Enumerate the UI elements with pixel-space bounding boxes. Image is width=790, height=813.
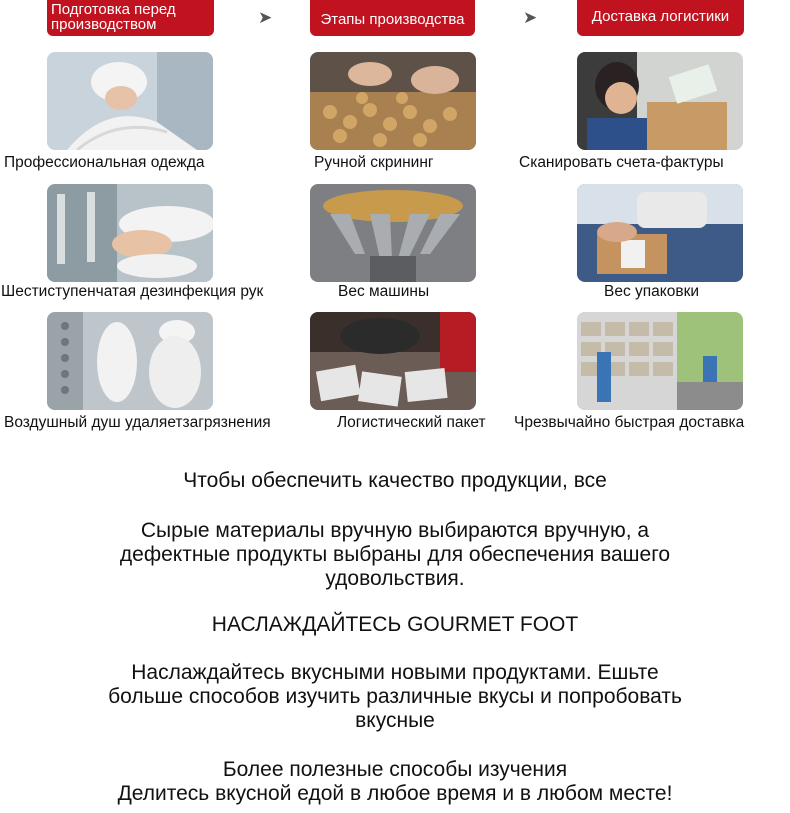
header-pre-production: Подготовка перед производством bbox=[47, 0, 214, 36]
photo-air-shower bbox=[47, 312, 213, 410]
header-production-stages: Этапы производства bbox=[310, 0, 475, 36]
caption-machine-weight: Вес машины bbox=[338, 283, 430, 300]
photo-manual-screening bbox=[310, 52, 476, 150]
caption-hand-disinfection: Шестиступенчатая дезинфекция рук bbox=[1, 283, 264, 300]
photo-package-weight bbox=[577, 184, 743, 282]
more-line-1: Более полезные способы изучения bbox=[222, 758, 568, 781]
caption-fast-delivery: Чрезвычайно быстрая доставка bbox=[514, 414, 745, 431]
enjoy-heading bbox=[0, 613, 790, 637]
photo-scan-invoices bbox=[577, 52, 743, 150]
arrow-right-icon: ➤ bbox=[523, 8, 538, 27]
enjoy-heading-text: НАСЛАЖДАЙТЕСЬ GOURMET FOOT bbox=[211, 613, 579, 636]
quality-text bbox=[0, 469, 790, 493]
raw-line-2: дефектные продукты выбраны для обеспечения вашего bbox=[119, 543, 671, 566]
enjoy-line-1: Наслаждайтесь вкусными новыми продуктами. Ешьте bbox=[131, 661, 659, 684]
enjoy-line-3: вкусные bbox=[355, 709, 435, 732]
raw-materials-paragraph bbox=[0, 519, 790, 591]
caption-professional-clothing: Профессиональная одежда bbox=[4, 154, 205, 171]
raw-line-3: удовольствия. bbox=[325, 567, 465, 590]
photo-hand-disinfection bbox=[47, 184, 213, 282]
photo-logistics-package bbox=[310, 312, 476, 410]
photo-professional-clothing bbox=[47, 52, 213, 150]
arrow-right-icon: ➤ bbox=[258, 8, 273, 27]
more-line-2: Делитесь вкусной едой в любое время и в любом месте! bbox=[117, 782, 673, 805]
enjoy-paragraph bbox=[0, 661, 790, 733]
quality-line: Чтобы обеспечить качество продукции, все bbox=[183, 469, 607, 492]
raw-line-1: Сырые материалы вручную выбираются вручную, а bbox=[140, 519, 650, 542]
caption-air-shower: Воздушный душ удаляетзагрязнения bbox=[4, 414, 271, 431]
photo-fast-delivery bbox=[577, 312, 743, 410]
caption-manual-screening: Ручной скрининг bbox=[314, 154, 434, 171]
share-paragraph bbox=[0, 758, 790, 806]
caption-package-weight: Вес упаковки bbox=[604, 283, 700, 300]
header-logistics-delivery: Доставка логистики bbox=[577, 0, 744, 36]
enjoy-line-2: больше способов изучить различные вкусы и попробовать bbox=[108, 685, 682, 708]
photo-machine-weight bbox=[310, 184, 476, 282]
caption-logistics-package: Логистический пакет bbox=[337, 414, 486, 431]
caption-scan-invoices: Сканировать счета-фактуры bbox=[519, 154, 724, 171]
